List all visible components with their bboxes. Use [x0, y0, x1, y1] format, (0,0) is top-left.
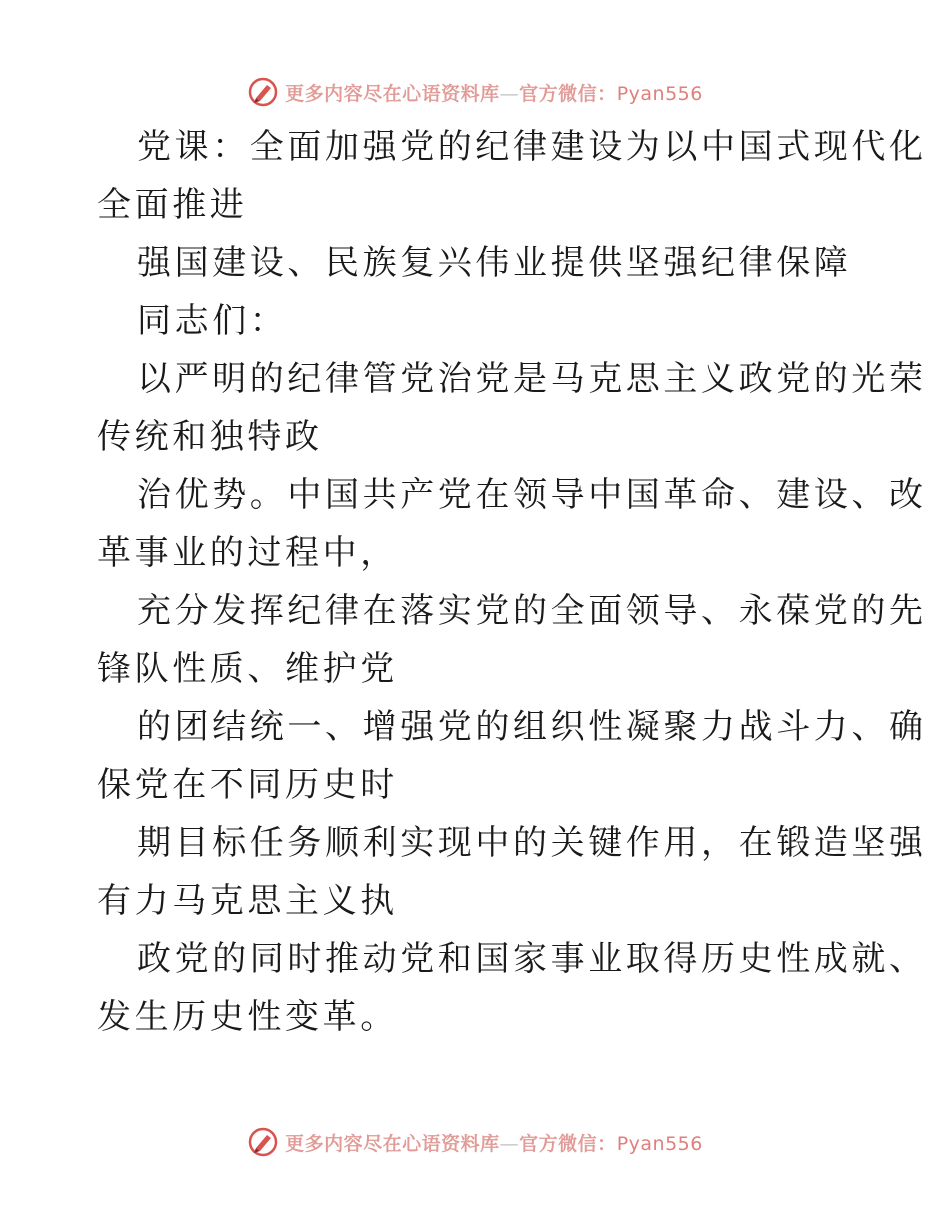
paragraph-body: 以严明的纪律管党治党是马克思主义政党的光荣 传统和独特政: [97, 359, 927, 457]
paragraph-salutation: 同志们：: [137, 301, 288, 341]
paragraph-body: 政党的同时推动党和国家事业取得历史性成就、 发生历史性变革。: [97, 939, 927, 1037]
pen-logo-icon: [247, 1126, 279, 1158]
paragraph-body: 期目标任务顺利实现中的关键作用，在锻造坚强 有力马克思主义执: [97, 823, 927, 921]
watermark-text: 更多内容尽在心语资料库—官方微信：Pyan556: [285, 82, 703, 105]
header-watermark: [0, 72, 950, 112]
document-body: [97, 118, 927, 1046]
pen-logo-icon: [247, 76, 279, 108]
watermark-text: 更多内容尽在心语资料库—官方微信：Pyan556: [285, 1132, 703, 1155]
footer-watermark: [0, 1122, 950, 1162]
paragraph-body: 治优势。中国共产党在领导中国革命、建设、改 革事业的过程中，: [97, 475, 927, 573]
paragraph-subtitle: 强国建设、民族复兴伟业提供坚强纪律保障: [137, 243, 852, 283]
paragraph-body: 充分发挥纪律在落实党的全面领导、永葆党的先 锋队性质、维护党: [97, 591, 927, 689]
paragraph-body: 的团结统一、增强党的组织性凝聚力战斗力、确 保党在不同历史时: [97, 707, 927, 805]
paragraph-title: 党课：全面加强党的纪律建设为以中国式现代化 全面推进: [97, 127, 927, 225]
